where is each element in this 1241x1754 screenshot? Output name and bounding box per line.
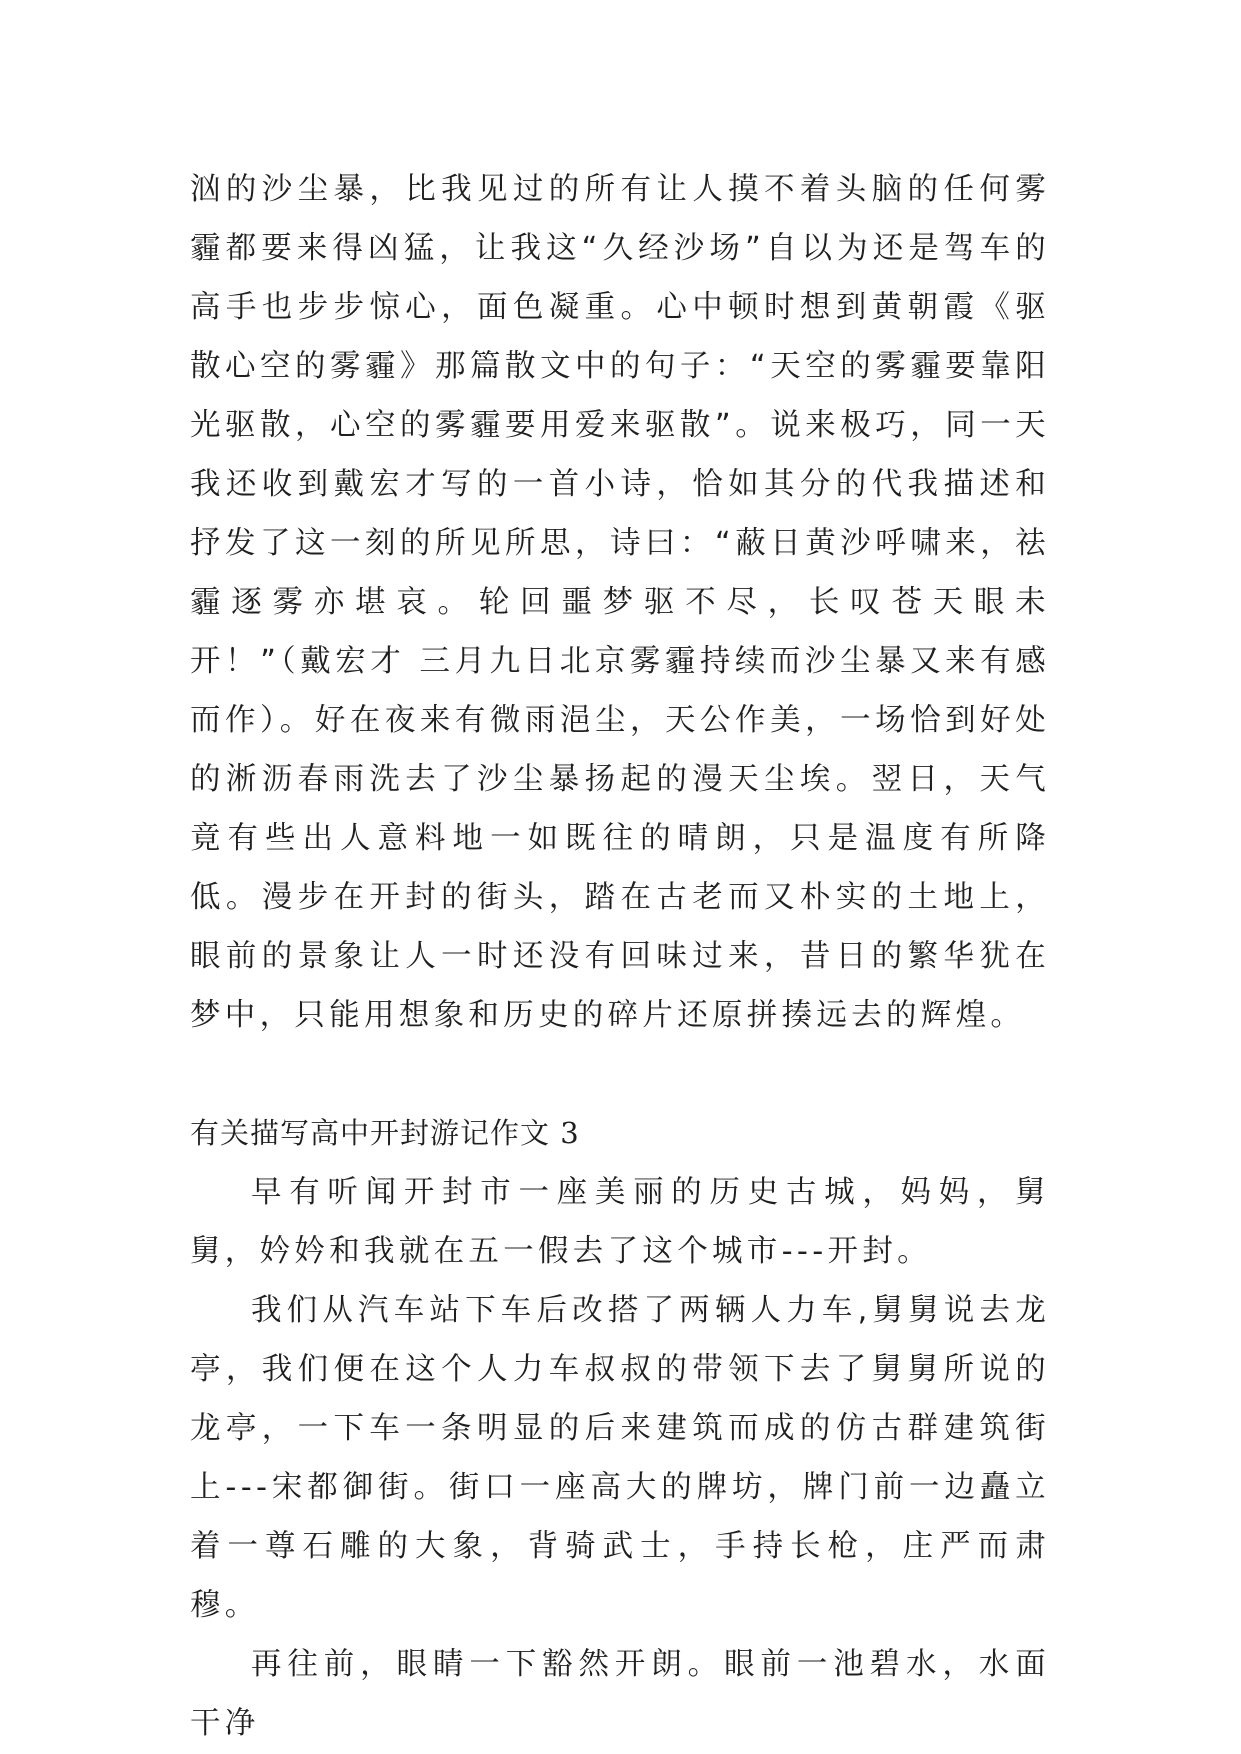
paragraph: 早有听闻开封市一座美丽的历史古城，妈妈，舅舅，妗妗和我就在五一假去了这个城市---开封。 [190, 1175, 1050, 1269]
section-title: 有关描写高中开封游记作文 3 [190, 1116, 580, 1150]
document-body [190, 160, 1050, 1753]
paragraph: 我们从汽车站下车后改搭了两辆人力车,舅舅说去龙亭，我们便在这个人力车叔叔的带领下去了舅舅所说的龙亭，一下车一条明显的后来建筑而成的仿古群建筑街上---宋都御街。街口一座高大的牌坊，牌门前一边矗立着一尊石雕的大象，背骑武士，手持长枪，庄严而肃穆。 [190, 1293, 1050, 1623]
paragraph: 再往前，眼睛一下豁然开朗。眼前一池碧水，水面干净 [190, 1647, 1050, 1741]
continuation-paragraph: 汹的沙尘暴，比我见过的所有让人摸不着头脑的任何雾霾都要来得凶猛，让我这“久经沙场”自以为还是驾车的高手也步步惊心，面色凝重。心中顿时想到黄朝霞《驱散心空的雾霾》那篇散文中的句子：“天空的雾霾要靠阳光驱散，心空的雾霾要用爱来驱散”。说来极巧，同一天我还收到戴宏才写的一首小诗，恰如其分的代我描述和抒发了这一刻的所见所思，诗曰：“蔽日黄沙呼啸来，祛霾逐雾亦堪哀。轮回噩梦驱不尽，长叹苍天眼未开！”（戴宏才 三月九日北京雾霾持续而沙尘暴又来有感而作）。好在夜来有微雨浥尘，天公作美，一场恰到好处的淅沥春雨洗去了沙尘暴扬起的漫天尘埃。翌日，天气竟有些出人意料地一如既往的晴朗，只是温度有所降低。漫步在开封的街头，踏在古老而又朴实的土地上，眼前的景象让人一时还没有回味过来，昔日的繁华犹在梦中，只能用想象和历史的碎片还原拼揍远去的辉煌。 [190, 172, 1050, 1033]
